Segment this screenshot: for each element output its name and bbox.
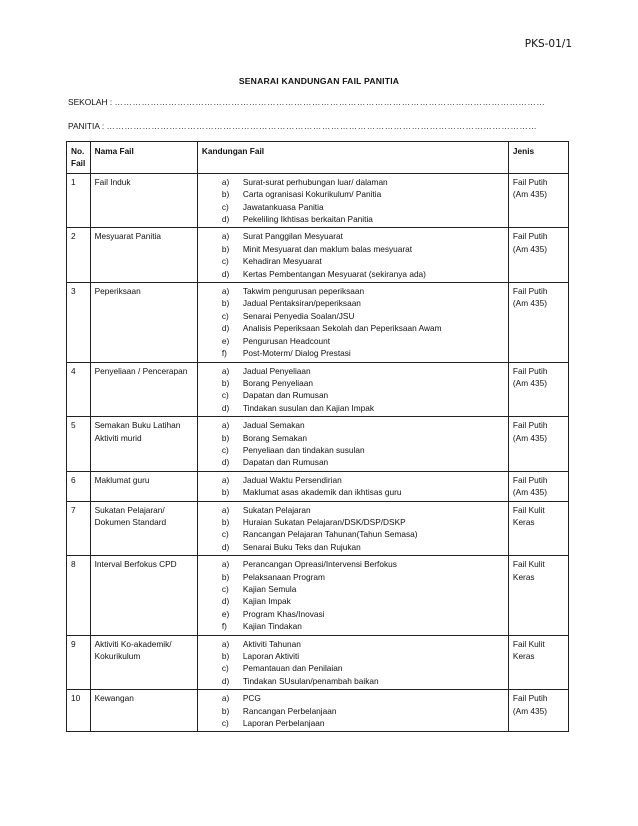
item-text: Maklumat asas akademik dan ikhtisas guru: [242, 487, 402, 498]
list-item: [202, 176, 505, 188]
list-item: [202, 285, 505, 297]
contents-list: [202, 474, 505, 499]
contents-list: [202, 638, 505, 688]
item-label: a): [221, 231, 230, 242]
file-contents: [197, 471, 508, 501]
contents-list: [202, 419, 505, 469]
item-text: Laporan Perbelanjaan: [242, 718, 325, 729]
list-item: [202, 541, 505, 553]
contents-list: [202, 692, 505, 729]
item-text: Dapatan dan Rumusan: [242, 390, 329, 401]
table-row: [67, 362, 569, 417]
list-item: [202, 650, 505, 662]
item-text: Penyeliaan dan tindakan susulan: [242, 444, 365, 455]
item-text: Rancangan Perbelanjaan: [242, 705, 337, 716]
file-type: [508, 471, 568, 501]
list-item: [202, 638, 505, 650]
item-label: d): [221, 457, 230, 468]
item-label: b): [221, 487, 230, 498]
item-label: b): [221, 432, 230, 443]
file-contents: [197, 556, 508, 635]
item-text: Takwim pengurusan peperiksaan: [242, 286, 365, 297]
panitia-label: PANITIA :: [68, 121, 105, 131]
item-label: a): [221, 504, 230, 515]
file-type-line: Keras: [512, 651, 535, 662]
item-label: c): [221, 529, 229, 540]
table-row: [67, 228, 569, 283]
file-type: [508, 228, 568, 283]
file-type: [508, 501, 568, 556]
file-type-line: Fail Kulit: [512, 504, 545, 515]
list-item: [202, 402, 505, 414]
file-type-line: Fail Putih: [512, 693, 548, 704]
item-text: Jadual Penyeliaan: [242, 365, 311, 376]
file-name: Mesyuarat Panitia: [90, 228, 197, 283]
file-type-line: (Am 435): [512, 243, 548, 254]
file-name: Interval Berfokus CPD: [90, 556, 197, 635]
list-item: [202, 662, 505, 674]
item-text: Jadual Waktu Persendirian: [242, 474, 342, 485]
list-item: [202, 432, 505, 444]
item-label: a): [221, 559, 230, 570]
file-type: [508, 690, 568, 732]
item-label: d): [221, 541, 230, 552]
item-text: Sukatan Pelajaran: [242, 504, 311, 515]
file-contents: [197, 173, 508, 228]
contents-list: [202, 365, 505, 415]
item-label: a): [221, 176, 230, 187]
list-item: [202, 456, 505, 468]
item-label: a): [221, 420, 230, 431]
list-item: [202, 528, 505, 540]
list-item: [202, 243, 505, 255]
table-row: [67, 501, 569, 556]
file-type: [508, 173, 568, 228]
table-row: [67, 417, 569, 472]
item-text: Borang Penyeliaan: [242, 377, 313, 388]
item-text: Senarai Penyedia Soalan/JSU: [242, 310, 355, 321]
table-row: [67, 173, 569, 228]
item-label: b): [221, 516, 230, 527]
contents-list: [202, 230, 505, 280]
file-name: Sukatan Pelajaran/ Dokumen Standard: [90, 501, 197, 556]
file-type-line: Fail Putih: [512, 176, 548, 187]
item-label: a): [221, 365, 230, 376]
document-code: PKS-01/1: [524, 38, 572, 50]
file-contents: [197, 417, 508, 472]
item-text: Aktiviti Tahunan: [242, 638, 301, 649]
item-text: Program Khas/Inovasi: [242, 608, 325, 619]
file-number: 6: [67, 471, 91, 501]
item-text: Kajian Semula: [242, 584, 297, 594]
file-type-line: Fail Kulit: [512, 559, 545, 570]
item-label: c): [221, 718, 229, 729]
file-type-line: Fail Putih: [512, 286, 548, 297]
file-type: [508, 283, 568, 362]
file-type-line: (Am 435): [512, 487, 548, 498]
file-number: 4: [67, 362, 91, 417]
file-type: [508, 362, 568, 417]
item-text: Surat-surat perhubungan luar/ dalaman: [242, 176, 388, 187]
file-number: 10: [67, 690, 91, 732]
list-item: [202, 213, 505, 225]
sekolah-label: SEKOLAH :: [68, 97, 113, 107]
list-item: [202, 516, 505, 528]
header-kandungan-fail: Kandungan Fail: [197, 142, 508, 174]
item-label: b): [221, 243, 230, 254]
file-type-line: Fail Putih: [512, 420, 548, 431]
file-number: 5: [67, 417, 91, 472]
item-label: f): [221, 621, 227, 632]
file-name: Penyeliaan / Pencerapan: [90, 362, 197, 417]
file-type-line: (Am 435): [512, 432, 548, 443]
table-row: [67, 556, 569, 635]
list-item: [202, 268, 505, 280]
sekolah-value: ………………………………………………………………………………………………………………………………: [114, 97, 546, 107]
file-contents: [197, 635, 508, 690]
file-number: 8: [67, 556, 91, 635]
list-item: [202, 297, 505, 309]
item-label: d): [221, 323, 230, 334]
panitia-value: ………………………………………………………………………………………………………………………………: [106, 121, 538, 131]
list-item: [202, 322, 505, 334]
item-label: d): [221, 675, 230, 686]
table-header-row: [67, 142, 569, 174]
file-contents: [197, 501, 508, 556]
item-label: b): [221, 189, 230, 200]
item-text: Kajian Tindakan: [242, 621, 302, 632]
item-label: c): [221, 444, 229, 455]
item-text: Jawatankuasa Panitia: [242, 201, 324, 212]
list-item: [202, 310, 505, 322]
table-body: [67, 173, 569, 732]
item-text: Carta ogranisasi Kokurikulum/ Panitia: [242, 189, 382, 200]
item-text: Analisis Peperiksaan Sekolah dan Peperiksaan Awam: [242, 323, 442, 334]
file-name: Kewangan: [90, 690, 197, 732]
list-item: [202, 504, 505, 516]
item-label: d): [221, 268, 230, 279]
list-item: [202, 201, 505, 213]
item-label: c): [221, 201, 229, 212]
item-text: Kajian Impak: [242, 596, 291, 607]
item-label: c): [221, 310, 229, 321]
file-type-line: (Am 435): [512, 705, 548, 716]
item-text: Senarai Buku Teks dan Rujukan: [242, 541, 361, 552]
list-item: [202, 558, 505, 570]
file-type-line: (Am 435): [512, 298, 548, 309]
file-type: [508, 556, 568, 635]
file-contents: [197, 228, 508, 283]
item-text: Kertas Pembentangan Mesyuarat (sekiranya ada): [242, 268, 426, 279]
file-number: 9: [67, 635, 91, 690]
item-text: Surat Panggilan Mesyuarat: [242, 231, 343, 242]
item-text: Kehadiran Mesyuarat: [242, 256, 322, 267]
file-type-line: (Am 435): [512, 377, 548, 388]
item-label: b): [221, 651, 230, 662]
list-item: [202, 486, 505, 498]
item-text: Huraian Sukatan Pelajaran/DSK/DSP/DSKP: [242, 516, 406, 527]
item-label: c): [221, 256, 229, 267]
list-item: [202, 419, 505, 431]
list-item: [202, 571, 505, 583]
item-label: b): [221, 705, 230, 716]
item-label: b): [221, 571, 230, 582]
item-text: PCG: [242, 693, 261, 704]
list-item: [202, 389, 505, 401]
header-nama-fail: Nama Fail: [90, 142, 197, 174]
list-item: [202, 705, 505, 717]
item-label: b): [221, 377, 230, 388]
item-label: a): [221, 474, 230, 485]
file-type-line: Fail Kulit: [512, 638, 545, 649]
list-item: [202, 608, 505, 620]
table-row: [67, 635, 569, 690]
file-name: Aktiviti Ko-akademik/ Kokurikulum: [90, 635, 197, 690]
list-item: [202, 675, 505, 687]
contents-list: [202, 176, 505, 226]
list-item: [202, 335, 505, 347]
list-item: [202, 717, 505, 729]
file-name: Fail Induk: [90, 173, 197, 228]
item-text: Minit Mesyuarat dan maklum balas mesyuarat: [242, 243, 413, 254]
item-text: Tindakan SUsulan/penambah baikan: [242, 675, 379, 686]
list-item: [202, 583, 505, 595]
item-text: Pemantauan dan Penilaian: [242, 663, 343, 674]
list-item: [202, 377, 505, 389]
item-label: c): [221, 390, 229, 401]
list-item: [202, 255, 505, 267]
contents-list: [202, 558, 505, 632]
file-contents: [197, 362, 508, 417]
file-number: 2: [67, 228, 91, 283]
list-item: [202, 444, 505, 456]
item-text: Dapatan dan Rumusan: [242, 457, 329, 468]
file-type-line: Fail Putih: [512, 365, 548, 376]
list-item: [202, 347, 505, 359]
file-name: Maklumat guru: [90, 471, 197, 501]
list-item: [202, 188, 505, 200]
table-row: [67, 690, 569, 732]
table-row: [67, 283, 569, 362]
file-type-line: Keras: [512, 571, 535, 582]
file-name: Semakan Buku Latihan Aktiviti murid: [90, 417, 197, 472]
file-type-line: Keras: [512, 516, 535, 527]
document-title: SENARAI KANDUNGAN FAIL PANITIA: [238, 76, 400, 86]
item-label: d): [221, 214, 230, 225]
item-text: Post-Moterm/ Dialog Prestasi: [242, 348, 351, 359]
item-label: e): [221, 335, 230, 346]
item-label: a): [221, 286, 230, 297]
file-type: [508, 635, 568, 690]
file-contents: [197, 283, 508, 362]
item-label: d): [221, 402, 230, 413]
list-item: [202, 365, 505, 377]
file-contents: [197, 690, 508, 732]
item-text: Borang Semakan: [242, 432, 307, 443]
file-type-line: (Am 435): [512, 189, 548, 200]
list-item: [202, 620, 505, 632]
item-text: Jadual Pentaksiran/peperiksaan: [242, 298, 361, 309]
list-item: [202, 595, 505, 607]
contents-list: [202, 504, 505, 554]
contents-list: [202, 285, 505, 359]
item-text: Tindakan susulan dan Kajian Impak: [242, 402, 374, 413]
file-type: [508, 417, 568, 472]
file-number: 3: [67, 283, 91, 362]
file-type-line: Fail Putih: [512, 231, 548, 242]
item-text: Pengurusan Headcount: [242, 335, 331, 346]
file-number: 7: [67, 501, 91, 556]
header-no-fail: No. Fail: [67, 142, 91, 174]
item-text: Laporan Aktiviti: [242, 651, 300, 662]
item-label: c): [221, 584, 229, 594]
file-contents-table: [66, 141, 569, 732]
item-label: c): [221, 663, 229, 674]
sekolah-field: [68, 97, 568, 107]
item-label: a): [221, 693, 230, 704]
file-number: 1: [67, 173, 91, 228]
item-label: f): [221, 348, 227, 359]
item-label: b): [221, 298, 230, 309]
header-jenis: Jenis: [508, 142, 568, 174]
list-item: [202, 230, 505, 242]
item-label: a): [221, 638, 230, 649]
file-type-line: Fail Putih: [512, 474, 548, 485]
panitia-field: [68, 121, 568, 131]
item-text: Jadual Semakan: [242, 420, 305, 431]
list-item: [202, 474, 505, 486]
list-item: [202, 692, 505, 704]
item-text: Pekeliling Ikhtisas berkaitan Panitia: [242, 214, 373, 225]
file-name: Peperiksaan: [90, 283, 197, 362]
table-row: [67, 471, 569, 501]
item-text: Rancangan Pelajaran Tahunan(Tahun Semasa): [242, 529, 418, 540]
item-text: Perancangan Opreasi/Intervensi Berfokus: [242, 559, 397, 570]
item-label: d): [221, 596, 230, 607]
item-label: e): [221, 608, 230, 619]
item-text: Pelaksanaan Program: [242, 571, 325, 582]
